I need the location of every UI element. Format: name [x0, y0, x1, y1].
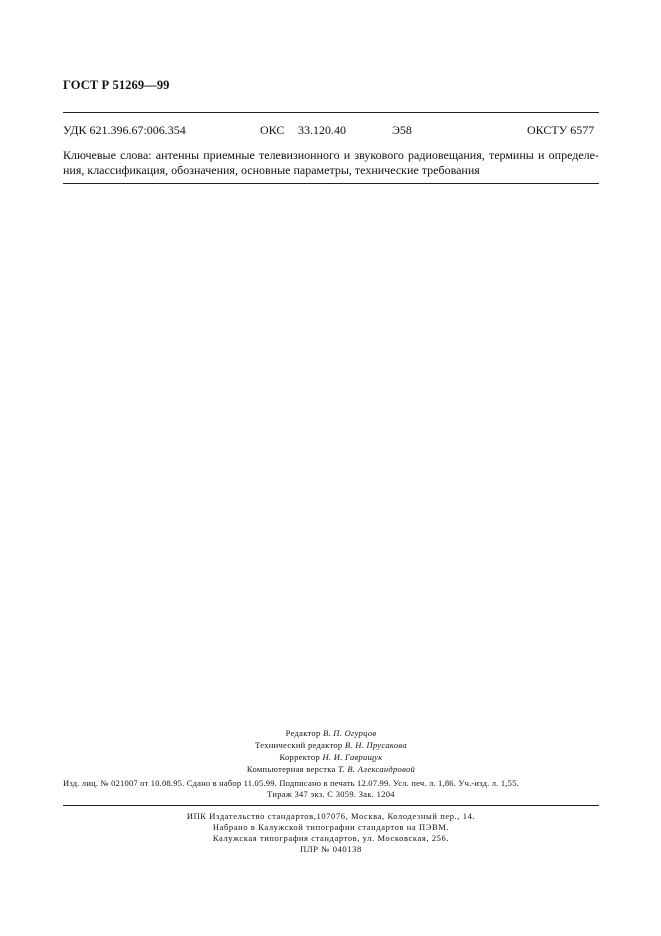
oks-value: 33.120.40	[298, 123, 346, 137]
credit-layout-name: Т. В. Александровой	[338, 764, 416, 774]
imprint-line-1: Изд. лиц. № 021007 от 10.08.95. Сдано в набор 11.05.99. Подписано в печать 12.07.99. Усл. печ. л. 1,86. Уч.-изд. л. 1,55.	[63, 778, 519, 788]
keywords-paragraph: Ключевые слова: антенны приемные телевизионного и звукового радиовещания, термины и определе-ния, классификация, обозначения, основные параметры, технические требования	[63, 148, 599, 177]
credit-layout	[63, 763, 599, 775]
document-code: ГОСТ Р 51269—99	[63, 78, 170, 92]
bottom-divider	[63, 805, 599, 806]
publisher-block	[63, 811, 599, 855]
credit-layout-role: Компьютерная верстка	[246, 764, 336, 774]
credit-proofreader-role: Корректор	[279, 752, 321, 762]
imprint-line-2: Тираж 347 экз. С 3059. Зак. 1204	[267, 789, 395, 799]
credit-tech-editor-role: Технический редактор	[255, 740, 343, 750]
credit-proofreader-name: Н. И. Гаврищук	[322, 752, 383, 762]
credits-block	[63, 727, 599, 775]
publisher-line-3: Калужская типография стандартов, ул. Московская, 256.	[212, 833, 450, 843]
credit-tech-editor	[63, 739, 599, 751]
credit-tech-editor-name: В. Н. Прусакова	[344, 740, 407, 750]
publisher-line-2: Набрано в Калужской типографии стандартов на ПЭВМ.	[212, 822, 450, 832]
credit-proofreader	[63, 751, 599, 763]
group-code: Э58	[392, 123, 412, 137]
publisher-line-1: ИПК Издательство стандартов,107076, Москва, Колодезный пер., 14.	[186, 811, 476, 821]
credit-editor-role: Редактор	[285, 728, 321, 738]
udk-code: УДК 621.396.67:006.354	[63, 123, 186, 137]
keywords-divider	[63, 183, 599, 184]
publisher-line-4: ПЛР № 040138	[300, 844, 362, 854]
oks-label: ОКС	[260, 123, 285, 137]
credit-editor-name: В. П. Огурцов	[322, 728, 377, 738]
okstu-code: ОКСТУ 6577	[527, 123, 595, 137]
credit-editor	[63, 727, 599, 739]
top-divider	[63, 112, 599, 113]
